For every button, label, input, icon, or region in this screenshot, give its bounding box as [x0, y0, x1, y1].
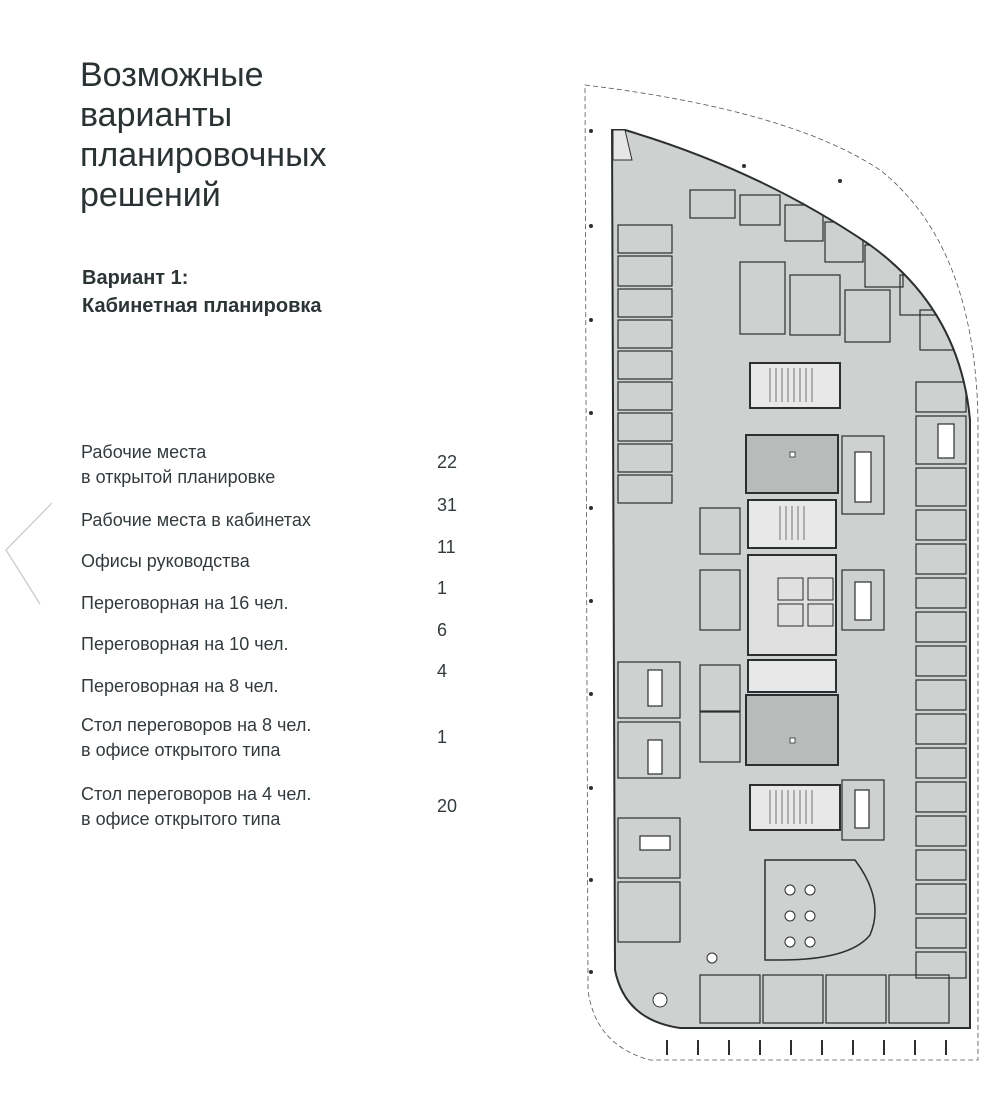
variant-subtitle: [82, 264, 482, 320]
variant-number: Вариант 1:: [82, 267, 189, 289]
title-line: варианты: [80, 96, 233, 134]
stat-label-executive-offices: [81, 549, 401, 574]
stat-label-line: Рабочие места в кабинетах: [81, 510, 311, 530]
stat-label-line: Рабочие места: [81, 442, 207, 462]
stat-label-cabinet-workplaces: [81, 508, 401, 533]
stat-label-line: Офисы руководства: [81, 551, 250, 571]
stat-value-table-4: 20: [437, 796, 458, 816]
stat-label-meeting-8: [81, 674, 401, 699]
stat-value-executive-offices: 11: [437, 537, 456, 557]
title-line: решений: [80, 176, 221, 214]
stat-label-line: Переговорная на 8 чел.: [81, 676, 279, 696]
stat-label-line: в открытой планировке: [81, 467, 276, 487]
stat-label-line: Переговорная на 10 чел.: [81, 634, 289, 654]
prev-button[interactable]: [0, 500, 60, 610]
stat-label-line: Стол переговоров на 4 чел.: [81, 784, 312, 804]
stat-label-table-4: [81, 782, 401, 832]
stat-label-line: в офисе открытого типа: [81, 809, 281, 829]
stat-label-line: Стол переговоров на 8 чел.: [81, 715, 312, 735]
stat-label-table-8: [81, 713, 401, 763]
page-title: [80, 55, 460, 215]
title-line: планировочных: [80, 136, 327, 174]
stat-label-meeting-16: [81, 591, 401, 616]
stat-label-line: в офисе открытого типа: [81, 740, 281, 760]
floor-plan: [580, 80, 980, 1070]
title-line: Возможные: [80, 56, 264, 94]
bottom-ticks: [667, 1040, 946, 1055]
stat-label-meeting-10: [81, 632, 401, 657]
stat-value-meeting-16: 1: [437, 578, 448, 598]
variant-name: Кабинетная планировка: [82, 295, 322, 317]
stat-value-meeting-8: 4: [437, 661, 448, 681]
stat-value-meeting-10: 6: [437, 620, 448, 640]
stat-value-table-8: 1: [437, 727, 448, 747]
stat-value-open-workplaces: 22: [437, 452, 458, 472]
chevron-left-icon: [0, 500, 60, 610]
stat-label-line: Переговорная на 16 чел.: [81, 593, 289, 613]
stat-value-cabinet-workplaces: 31: [437, 495, 458, 515]
stat-label-open-workplaces: [81, 440, 401, 490]
